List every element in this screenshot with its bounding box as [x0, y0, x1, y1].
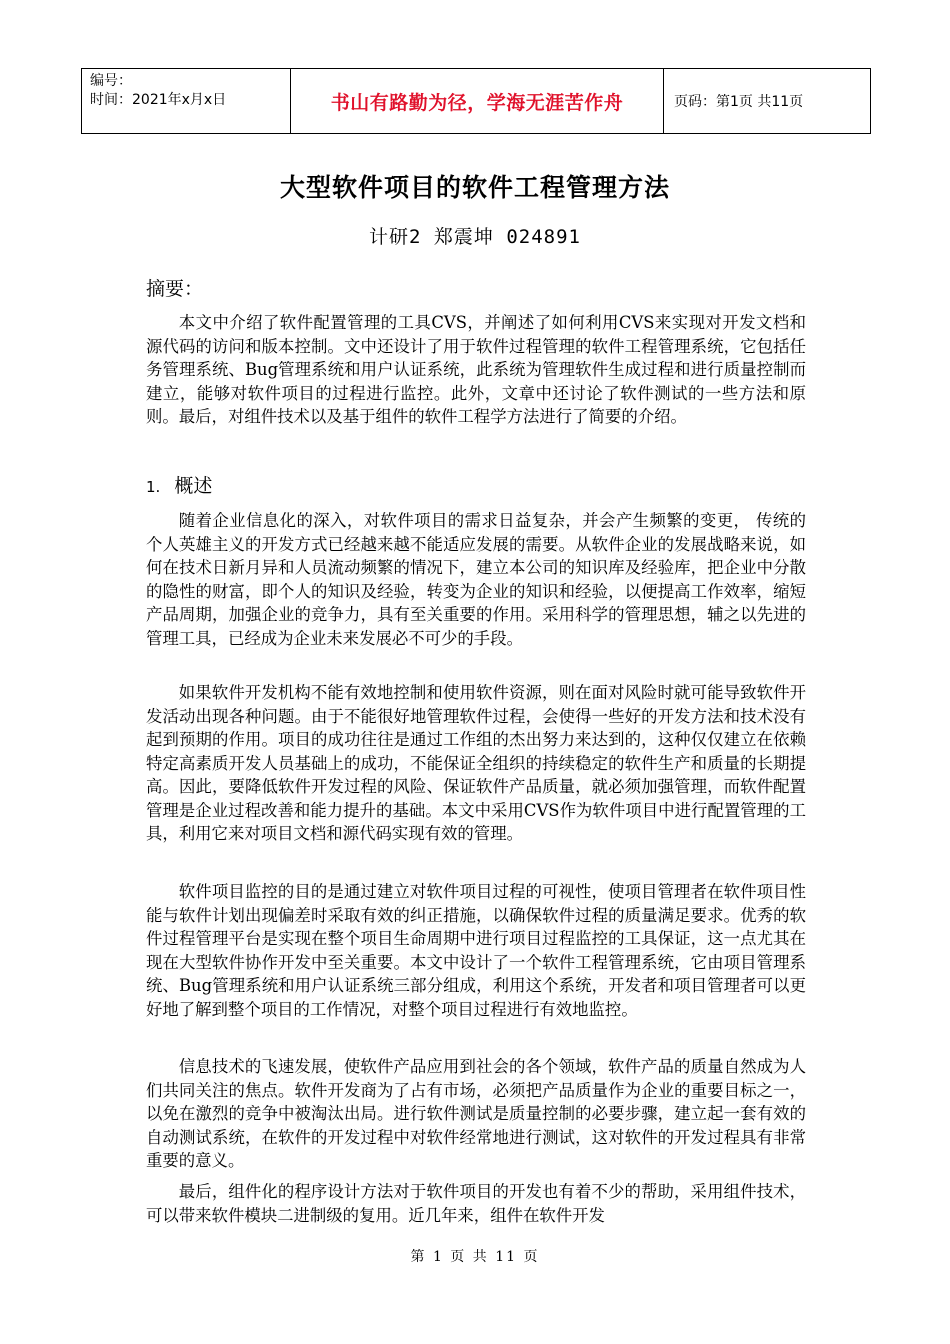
body-paragraph: 如果软件开发机构不能有效地控制和使用软件资源，则在面对风险时就可能导致软件开发活动出现各种问题。由于不能很好地管理软件过程，会使得一些好的开发方法和技术没有起到预期的作用。项目的成功往往是通过工作组的杰出努力来达到的，这种仅仅建立在依赖特定高素质开发人员基础上的成功，不能保证全组织的持续稳定的软件生产和质量的长期提高。因此，要降低软件开发过程的风险、保证软件产品质量，就必须加强管理，而软件配置管理是企业过程改善和能力提升的基础。本文中采用CVS作为软件项目中进行配置管理的工具，利用它来对项目文档和源代码实现有效的管理。: [146, 683, 806, 843]
header-table: [81, 68, 871, 134]
document-title: 大型软件项目的软件工程管理方法: [279, 173, 670, 202]
header-meta-cell: [82, 69, 291, 134]
time-label: 时间：2021年x月x日: [90, 92, 227, 108]
section-heading: [146, 471, 212, 498]
motto: 书山有路勤为径，学海无涯苦作舟: [291, 69, 664, 134]
body-paragraph: 信息技术的飞速发展，使软件产品应用到社会的各个领域，软件产品的质量自然成为人们共同关注的焦点。软件开发商为了占有市场，必须把产品质量作为企业的重要目标之一，以免在激烈的竞争中被淘汰出局。进行软件测试是质量控制的必要步骤，建立起一套有效的自动测试系统，在软件的开发过程中对软件经常地进行测试，这对软件的开发过程具有非常重要的意义。: [146, 1057, 806, 1170]
page-footer: 第 1 页 共 11 页: [410, 1249, 540, 1265]
abstract-heading: 摘要：: [146, 278, 204, 300]
section-number: 1.: [146, 478, 161, 496]
section-title: 概述: [174, 475, 213, 497]
author-line: 计研2 郑震坤 024891: [369, 226, 581, 248]
body-paragraph: 最后，组件化的程序设计方法对于软件项目的开发也有着不少的帮助，采用组件技术，可以带来软件模块二进制级的复用。近几年来，组件在软件开发: [146, 1182, 806, 1225]
abstract-paragraph: 本文中介绍了软件配置管理的工具CVS，并阐述了如何利用CVS来实现对开发文档和源代码的访问和版本控制。文中还设计了用于软件过程管理的软件工程管理系统，它包括任务管理系统、Bug管理系统和用户认证系统，此系统为管理软件生成过程和进行质量控制而建立，能够对软件项目的过程进行监控。此外，文章中还讨论了软件测试的一些方法和原则。最后，对组件技术以及基于组件的软件工程学方法进行了简要的介绍。: [146, 313, 806, 426]
body-paragraph: 随着企业信息化的深入，对软件项目的需求日益复杂，并会产生频繁的变更， 传统的个人英雄主义的开发方式已经越来越不能适应发展的需要。从软件企业的发展战略来说，如何在技术日新月异和人员流动频繁的情况下，建立本公司的知识库及经验库，把企业中分散的隐性的财富，即个人的知识及经验，转变为企业的知识和经验，以便提高工作效率，缩短产品周期，加强企业的竞争力，具有至关重要的作用。采用科学的管理思想，辅之以先进的管理工具，已经成为企业未来发展必不可少的手段。: [146, 511, 806, 648]
page-info: 页码：第1页 共11页: [664, 69, 871, 134]
number-label: 编号：: [90, 73, 132, 89]
body-paragraph: 软件项目监控的目的是通过建立对软件项目过程的可视性，使项目管理者在软件项目性能与软件计划出现偏差时采取有效的纠正措施，以确保软件过程的质量满足要求。优秀的软件过程管理平台是实现在整个项目生命周期中进行项目过程监控的工具保证，这一点尤其在现在大型软件协作开发中至关重要。本文中设计了一个软件工程管理系统，它由项目管理系统、Bug管理系统和用户认证系统三部分组成，利用这个系统，开发者和项目管理者可以更好地了解到整个项目的工作情况，对整个项目过程进行有效地监控。: [146, 882, 806, 1019]
